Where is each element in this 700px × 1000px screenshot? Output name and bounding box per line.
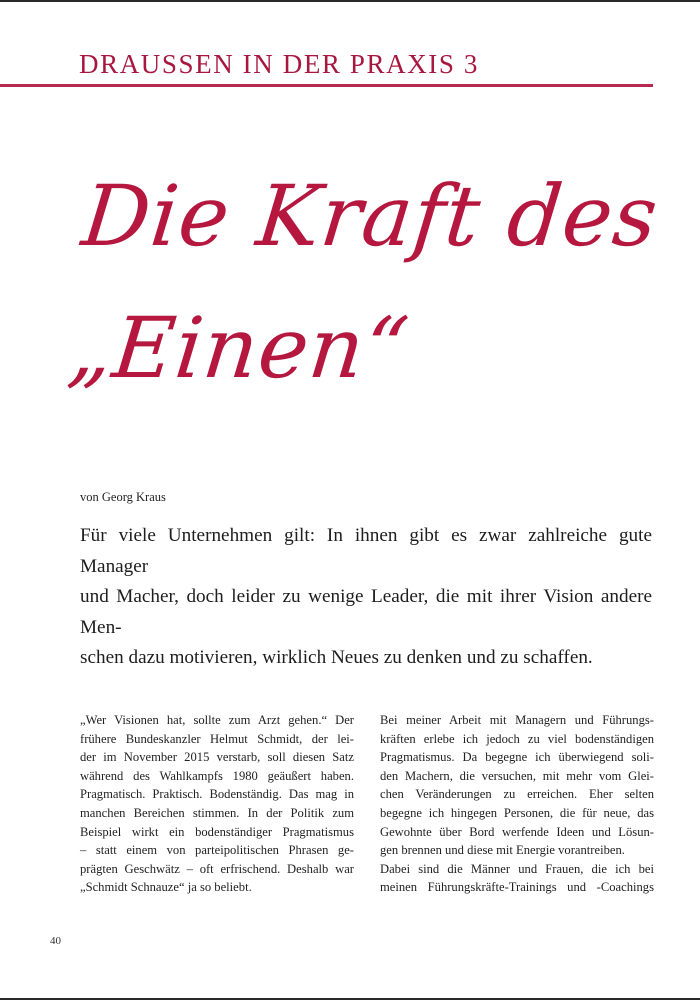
body-line: der im November 2015 verstarb, soll diesen Satz [80,750,354,765]
section-rule [0,84,653,87]
body-column-right [380,711,654,897]
lede-line: schen dazu motivieren, wirklich Neues zu denken und zu schaffen. [80,647,593,668]
body-line: prägten Geschwätz – oft erfrischend. Deshalb war [80,861,354,876]
body-line: Bei meiner Arbeit mit Managern und Führungs- [380,713,654,727]
body-line: Beispiel wirkt ein bodenständiger Pragmatismus [80,824,354,839]
page-top-edge [0,0,700,2]
body-line: manchen Bereichen stimmen. In der Politik zum [80,805,354,820]
page-number: 40 [50,935,61,947]
author-byline: von Georg Kraus [80,490,166,504]
title-line-1: Die Kraft des [77,167,663,265]
lede-line: Für viele Unternehmen gilt: In ihnen gibt es zwar zahlreiche gute Manager [80,525,652,577]
body-line: kräften erlebe ich jedoch zu viel bodenständigen [380,731,654,746]
title-line-2: „Einen“ [63,299,414,397]
body-line: „Schmidt Schnauze“ ja so beliebt. [80,880,252,895]
body-line: Dabei sind die Männer und Frauen, die ich bei [380,861,654,876]
lede-paragraph [80,521,652,674]
body-line: chen Veränderungen zu erreichen. Eher selten [380,787,654,802]
body-line: den Machern, die versuchen, mit mehr vom Glei- [380,768,654,783]
body-line: frühere Bundeskanzler Helmut Schmidt, der lei- [80,731,354,746]
body-line: gen brennen und diese mit Energie vorantreiben. [380,843,625,858]
article-title [62,150,663,414]
lede-line: und Macher, doch leider zu wenige Leader, die mit ihrer Vision andere Men- [80,586,652,638]
body-line: meinen Führungskräfte-Trainings und -Coachings [380,880,654,895]
body-line: „Wer Visionen hat, sollte zum Arzt gehen.“ Der [80,713,354,727]
body-line: Pragmatisch. Praktisch. Bodenständig. Das mag in [80,787,354,802]
body-line: begegne ich hingegen Personen, die für neue, das [380,805,654,820]
body-line: Pragmatismus. Da begegne ich überwiegend soli- [380,750,654,765]
body-line: während des Wahlkampfs 1980 geäußert haben. [80,768,354,783]
body-line: – statt einem von parteipolitischen Phrasen ge- [80,843,354,858]
body-column-left [80,711,354,897]
body-line: Gewohnte über Bord werfende Ideen und Lösun- [380,824,654,839]
section-header: DRAUSSEN IN DER PRAXIS 3 [79,49,479,79]
